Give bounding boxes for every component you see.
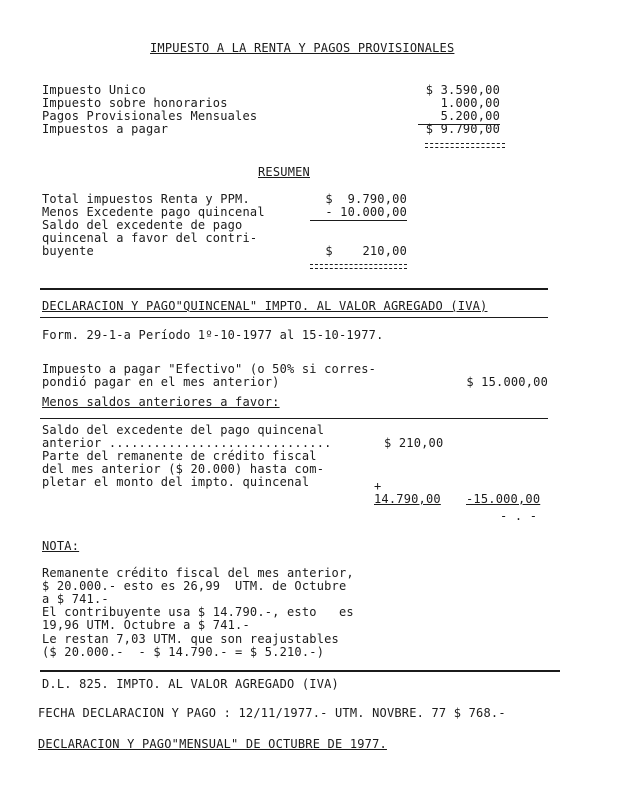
section-divider-2 — [40, 670, 560, 672]
tax-total-double-rule — [425, 143, 505, 148]
summary-value-less-surplus: - 10.000,00 — [325, 205, 407, 219]
summary-label-balance-3: buyente — [42, 244, 94, 258]
iva-form-line: Form. 29-1-a Período 1º-10-1977 al 15-10-1977. — [42, 328, 384, 342]
iva-total: -15.000,00 — [466, 492, 541, 506]
note-line: Remanente crédito fiscal del mes anterior, — [42, 566, 354, 580]
iva-balance-line-1: Saldo del excedente del pago quincenal — [42, 423, 325, 437]
tax-value-fees: 1.000,00 — [440, 96, 500, 110]
iva-heading-rule — [40, 317, 548, 318]
page-title: IMPUESTO A LA RENTA Y PAGOS PROVISIONALES — [150, 41, 455, 55]
summary-label-total: Total impuestos Renta y PPM. — [42, 192, 250, 206]
iva-remnant-line-1: Parte del remanente de crédito fiscal — [42, 449, 317, 463]
iva-plus-sign: + — [374, 479, 382, 493]
iva-balance-value: $ 210,00 — [384, 436, 444, 450]
note-line: ($ 20.000.- - $ 14.790.- = $ 5.210.-) — [42, 645, 325, 659]
iva-subtotal: 14.790,00 — [374, 492, 441, 506]
footer-monthly-declaration: DECLARACION Y PAGO"MENSUAL" DE OCTUBRE DE 1977. — [38, 737, 387, 751]
note-line: a $ 741.- — [42, 592, 109, 606]
tax-value-total: $ 9.790,00 — [425, 122, 500, 136]
note-line: 19,96 UTM. Octubre a $ 741.- — [42, 618, 250, 632]
iva-less-heading: Menos saldos anteriores a favor: — [42, 395, 280, 409]
summary-value-total: $ 9.790,00 — [325, 192, 407, 206]
iva-tax-line-2: pondió pagar en el mes anterior) — [42, 375, 280, 389]
summary-label-balance-1: Saldo del excedente de pago — [42, 218, 243, 232]
note-line: $ 20.000.- esto es 26,99 UTM. de Octubre — [42, 579, 347, 593]
summary-label-less-surplus: Menos Excedente pago quincenal — [42, 205, 265, 219]
tax-label-fees: Impuesto sobre honorarios — [42, 96, 228, 110]
iva-balance-line-2: anterior .............................. — [42, 436, 332, 450]
note-line: El contribuyente usa $ 14.790.-, esto es — [42, 605, 354, 619]
iva-box-top-rule — [40, 418, 548, 419]
iva-remnant-line-2: del mes anterior ($ 20.000) hasta com- — [42, 462, 325, 476]
section-divider-1 — [40, 288, 548, 290]
tax-label-total: Impuestos a pagar — [42, 122, 169, 136]
tax-value-single-tax: $ 3.590,00 — [425, 83, 500, 97]
summary-label-balance-2: quincenal a favor del contri- — [42, 231, 258, 245]
tax-label-provisional-payments: Pagos Provisionales Mensuales — [42, 109, 258, 123]
summary-double-rule — [310, 264, 407, 269]
iva-remnant-line-3: pletar el monto del impto. quincenal — [42, 475, 310, 489]
summary-heading: RESUMEN — [258, 165, 310, 179]
iva-heading: DECLARACION Y PAGO"QUINCENAL" IMPTO. AL VALOR AGREGADO (IVA) — [42, 299, 488, 313]
summary-subtract-rule — [310, 220, 407, 221]
note-line: Le restan 7,03 UTM. que son reajustables — [42, 632, 339, 646]
summary-value-balance: $ 210,00 — [325, 244, 407, 258]
iva-tax-value: $ 15.000,00 — [466, 375, 548, 389]
iva-result: - . - — [500, 509, 538, 523]
footer-decree: D.L. 825. IMPTO. AL VALOR AGREGADO (IVA) — [42, 677, 339, 691]
tax-value-provisional-payments: 5.200,00 — [440, 109, 500, 123]
note-heading: NOTA: — [42, 539, 80, 553]
iva-tax-line-1: Impuesto a pagar "Efectivo" (o 50% si corres- — [42, 362, 377, 376]
footer-date-line: FECHA DECLARACION Y PAGO : 12/11/1977.- UTM. NOVBRE. 77 $ 768.- — [38, 706, 506, 720]
tax-label-single-tax: Impuesto Unico — [42, 83, 146, 97]
